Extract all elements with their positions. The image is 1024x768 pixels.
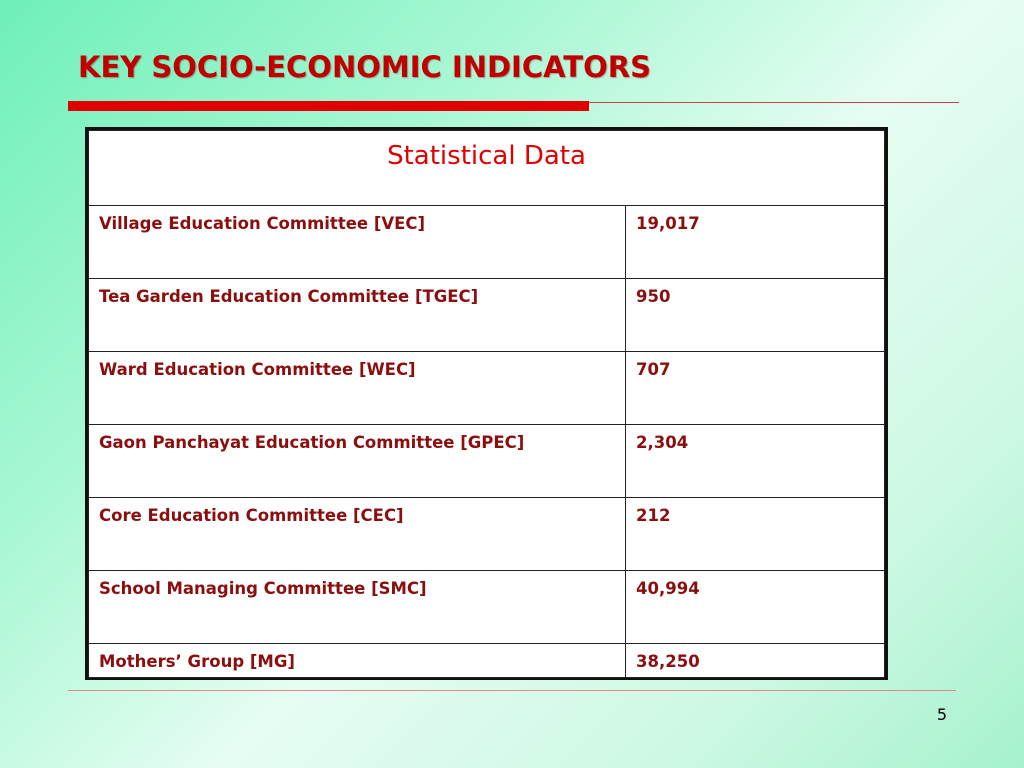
row-label: School Managing Committee [SMC]: [99, 579, 427, 598]
slide-title: KEY SOCIO-ECONOMIC INDICATORS: [78, 50, 651, 84]
row-label: Tea Garden Education Committee [TGEC]: [99, 287, 479, 306]
table-row: [89, 279, 885, 352]
value-cell: [626, 498, 885, 571]
label-cell: [89, 352, 626, 425]
table-row: [89, 571, 885, 644]
table-row: [89, 498, 885, 571]
row-label: Gaon Panchayat Education Committee [GPEC]: [99, 433, 525, 452]
title-accent-bar: [68, 101, 589, 111]
row-label: Village Education Committee [VEC]: [99, 214, 426, 233]
statistics-table-grid: [88, 130, 885, 678]
table-header-row: [89, 131, 885, 206]
row-label: Ward Education Committee [WEC]: [99, 360, 416, 379]
row-label: Mothers’ Group [MG]: [99, 652, 295, 671]
table-row: [89, 352, 885, 425]
statistics-table: [85, 127, 888, 680]
table-row: [89, 425, 885, 498]
row-value: 950: [636, 287, 671, 306]
row-value: 19,017: [636, 214, 700, 233]
table-row: [89, 644, 885, 678]
label-cell: [89, 644, 626, 678]
page-number: 5: [936, 705, 947, 724]
row-value: 40,994: [636, 579, 700, 598]
value-cell: [626, 571, 885, 644]
value-cell: [626, 206, 885, 279]
row-label: Core Education Committee [CEC]: [99, 506, 404, 525]
label-cell: [89, 571, 626, 644]
table-header-cell: [89, 131, 885, 206]
label-cell: [89, 279, 626, 352]
row-value: 212: [636, 506, 671, 525]
row-value: 2,304: [636, 433, 689, 452]
footer-divider: [68, 690, 956, 691]
row-value: 38,250: [636, 652, 700, 671]
label-cell: [89, 498, 626, 571]
value-cell: [626, 352, 885, 425]
row-value: 707: [636, 360, 671, 379]
table-header-text: Statistical Data: [387, 141, 586, 171]
title-underline: [589, 102, 959, 103]
value-cell: [626, 279, 885, 352]
label-cell: [89, 206, 626, 279]
table-row: [89, 206, 885, 279]
label-cell: [89, 425, 626, 498]
value-cell: [626, 425, 885, 498]
value-cell: [626, 644, 885, 678]
